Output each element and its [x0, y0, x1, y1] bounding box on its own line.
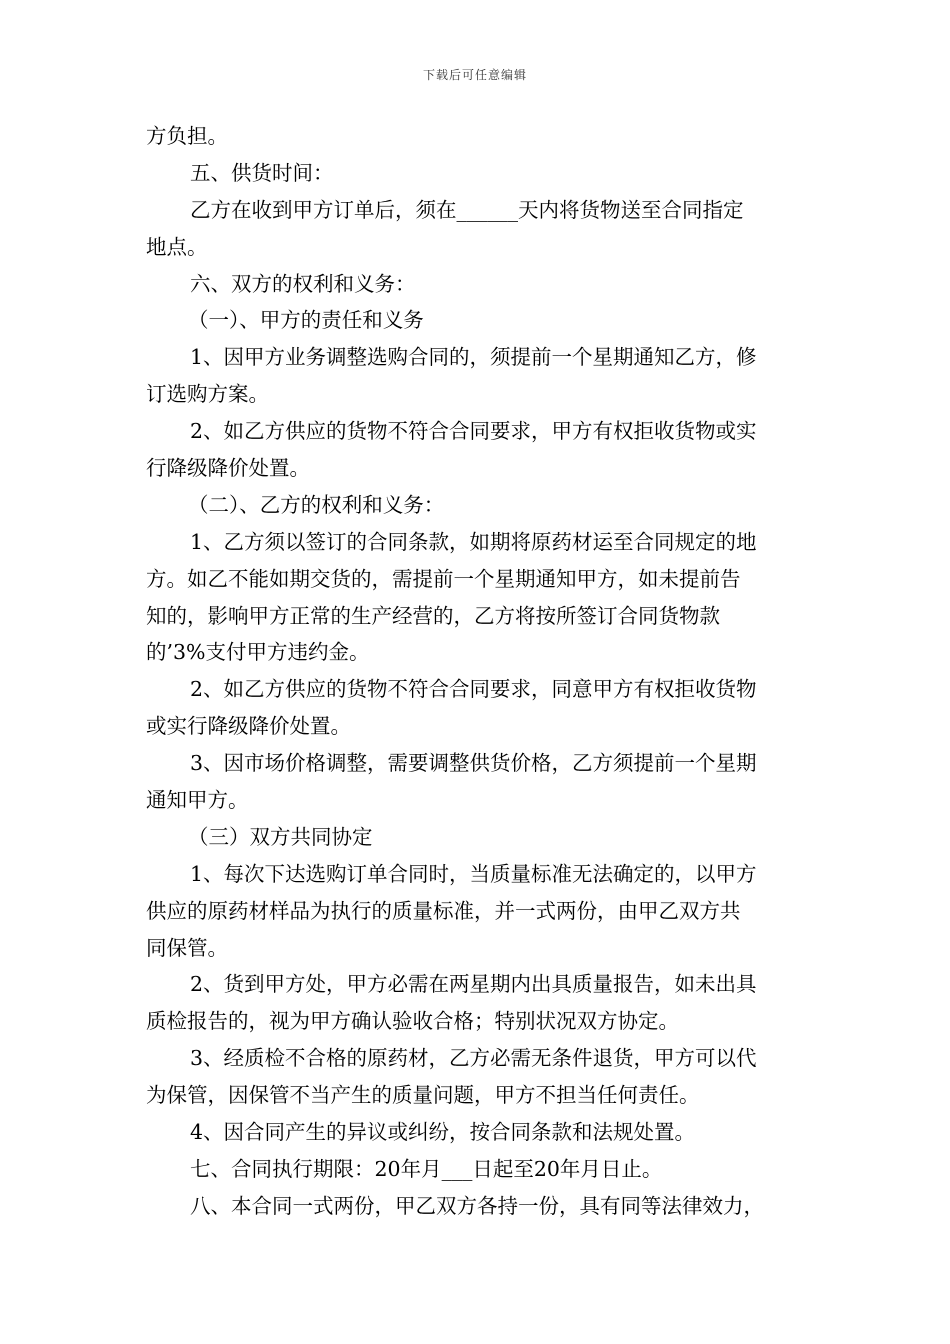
section-heading: 六、双方的权利和义务： [190, 271, 416, 296]
paragraph-line: 为保管，因保管不当产生的质量问题，甲方不担当任何责任。 [146, 1083, 700, 1108]
paragraph-line: 供应的原药材样品为执行的质量标准，并一式两份，由甲乙双方共 [146, 898, 741, 923]
document-body [146, 118, 810, 1225]
page-header: 下载后可任意编辑 [422, 68, 527, 82]
paragraph-line: 方。如乙不能如期交货的，需提前一个星期通知甲方，如未提前告 [146, 566, 741, 591]
section-heading: 七、合同执行期限：20年月___日起至20年月日止。 [190, 1156, 663, 1181]
section-heading: 八、本合同一式两份，甲乙双方各持一份，具有同等法律效力， [190, 1193, 764, 1218]
paragraph-line: 3、经质检不合格的原药材，乙方必需无条件退货，甲方可以代 [190, 1046, 757, 1071]
paragraph-line: 知的，影响甲方正常的生产经营的，乙方将按所签订合同货物款 [146, 603, 720, 628]
paragraph-line: 订选购方案。 [146, 382, 269, 407]
paragraph-line: 3、因市场价格调整，需要调整供货价格，乙方须提前一个星期 [190, 751, 757, 776]
paragraph-line: 1、因甲方业务调整选购合同的，须提前一个星期通知乙方，修 [190, 345, 757, 370]
paragraph-line: 或实行降级降价处置。 [146, 714, 351, 739]
subsection-heading: （一）、甲方的责任和义务 [188, 308, 424, 333]
paragraph-line: 4、因合同产生的异议或纠纷，按合同条款和法规处置。 [190, 1120, 696, 1145]
paragraph-line: 同保管。 [146, 935, 228, 960]
paragraph-line: 1、乙方须以签订的合同条款，如期将原药材运至合同规定的地 [190, 529, 757, 554]
paragraph-line: 的’3%支付甲方违约金。 [146, 640, 370, 665]
paragraph-line: 乙方在收到甲方订单后，须在______天内将货物送至合同指定 [190, 197, 744, 222]
paragraph-line: 2、货到甲方处，甲方必需在两星期内出具质量报告，如未出具 [190, 972, 757, 997]
subsection-heading: （三）双方共同协定 [188, 824, 373, 849]
paragraph-line: 地点。 [146, 234, 208, 259]
paragraph-line: 质检报告的，视为甲方确认验收合格；特别状况双方协定。 [146, 1009, 679, 1034]
paragraph-line: 方负担。 [146, 124, 228, 148]
paragraph-line: 行降级降价处置。 [146, 456, 310, 481]
paragraph-line: 2、如乙方供应的货物不符合合同要求，同意甲方有权拒收货物 [190, 677, 757, 702]
paragraph-line: 2、如乙方供应的货物不符合合同要求，甲方有权拒收货物或实 [190, 419, 757, 444]
subsection-heading: （二）、乙方的权利和义务： [188, 492, 445, 517]
section-heading: 五、供货时间： [190, 160, 334, 185]
paragraph-line: 通知甲方。 [146, 788, 249, 813]
paragraph-line: 1、每次下达选购订单合同时，当质量标准无法确定的，以甲方 [190, 861, 757, 886]
